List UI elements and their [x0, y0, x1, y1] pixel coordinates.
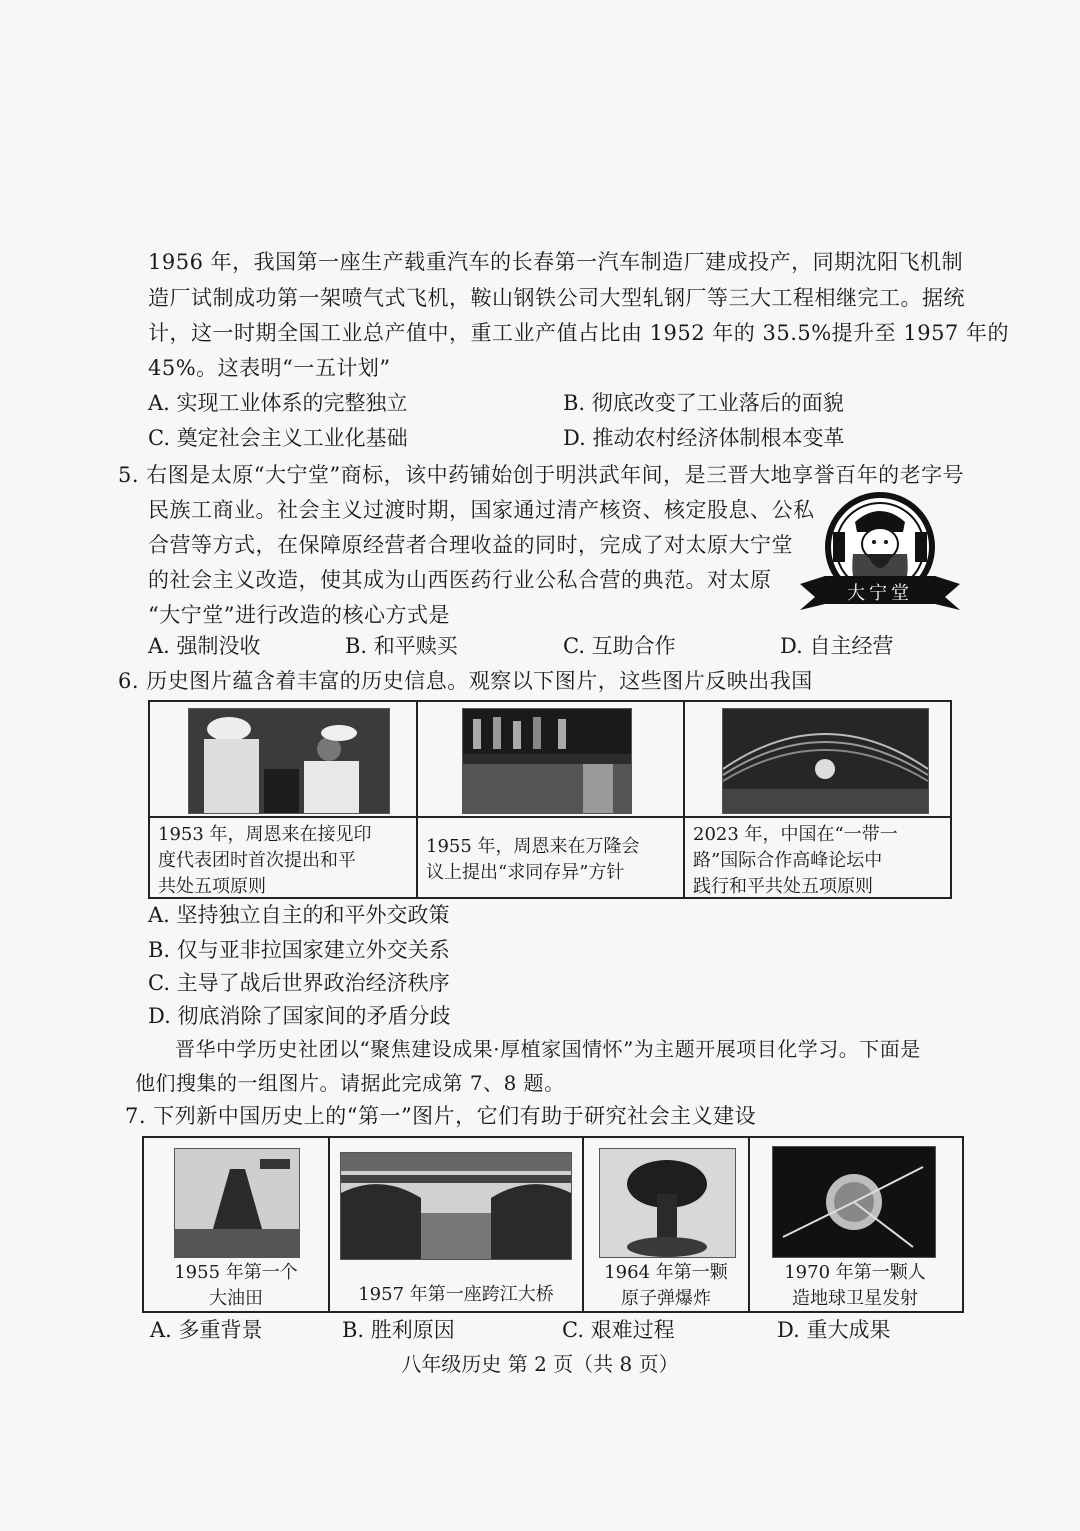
q7-caption-4: [750, 1258, 960, 1314]
q4-option-d: D. 推动农村经济体制根本变革: [563, 426, 845, 450]
q7-caption-1: [144, 1258, 328, 1314]
q7-option-a: A. 多重背景: [150, 1318, 263, 1342]
q7-option-c: C. 艰难过程: [562, 1318, 675, 1342]
q4-option-b: B. 彻底改变了工业落后的面貌: [563, 391, 844, 415]
q6-caption-2-line-2: 议上提出“求同存异”方针: [426, 862, 625, 883]
q6-stem: 6. 历史图片蕴含着丰富的历史信息。观察以下图片，这些图片反映出我国: [118, 669, 813, 693]
q7-caption-2-line-1: 1957 年第一座跨江大桥: [358, 1284, 554, 1305]
q6-option-c: C. 主导了战后世界政治经济秩序: [148, 971, 450, 995]
daningtang-logo: [795, 492, 965, 617]
q5-line-4: 的社会主义改造，使其成为山西医药行业公私合营的典范。对太原: [148, 568, 772, 592]
q6-image-table: [148, 700, 952, 899]
q6-caption-1: [150, 818, 416, 904]
q6-caption-1-line-1: 1953 年，周恩来在接见印: [158, 824, 372, 845]
q5-option-b: B. 和平赎买: [345, 634, 458, 658]
intro-7-8-line-1: 晋华中学历史社团以“聚焦建设成果·厚植家国情怀”为主题开展项目化学习。下面是: [175, 1037, 921, 1061]
photo-satellite-1970: [772, 1146, 936, 1258]
q6-caption-3-line-3: 践行和平共处五项原则: [693, 876, 873, 897]
q5-option-d: D. 自主经营: [780, 634, 894, 658]
q6-caption-2: [418, 830, 684, 890]
q7-caption-1-line-2: 大油田: [209, 1288, 263, 1309]
q4-line-4: 45%。这表明“一五计划”: [148, 356, 391, 380]
q6-option-a: A. 坚持独立自主的和平外交政策: [148, 903, 450, 927]
q5-option-c: C. 互助合作: [563, 634, 676, 658]
q7-caption-3-line-2: 原子弹爆炸: [621, 1288, 711, 1309]
q6-option-d: D. 彻底消除了国家间的矛盾分歧: [148, 1004, 451, 1028]
photo-zhou-enlai-1953: [188, 708, 390, 814]
q4-line-3: 计，这一时期全国工业总产值中，重工业产值占比由 1952 年的 35.5%提升至 1957 年的: [148, 321, 1009, 345]
q5-line-5: “大宁堂”进行改造的核心方式是: [148, 603, 450, 627]
q5-line-1: 5. 右图是太原“大宁堂”商标，该中药铺始创于明洪武年间，是三晋大地享誉百年的老字号: [118, 463, 965, 487]
q7-caption-4-line-2: 造地球卫星发射: [792, 1288, 918, 1309]
photo-bandung-1955: [462, 708, 632, 814]
photo-atomic-bomb-1964: [599, 1148, 736, 1258]
q7-option-b: B. 胜利原因: [342, 1318, 455, 1342]
q7-stem: 7. 下列新中国历史上的“第一”图片，它们有助于研究社会主义建设: [125, 1104, 757, 1128]
q7-option-d: D. 重大成果: [777, 1318, 891, 1342]
q4-line-2: 造厂试制成功第一架喷气式飞机，鞍山钢铁公司大型轧钢厂等三大工程相继完工。据统: [148, 286, 965, 310]
intro-7-8-line-2: 他们搜集的一组图片。请据此完成第 7、8 题。: [135, 1071, 565, 1095]
q7-caption-3: [584, 1258, 748, 1314]
q4-option-a: A. 实现工业体系的完整独立: [148, 391, 408, 415]
q7-caption-2: [330, 1280, 582, 1310]
q6-caption-3-line-1: 2023 年，中国在“一带一: [693, 824, 898, 845]
q7-caption-1-line-1: 1955 年第一个: [174, 1262, 298, 1283]
q6-caption-3-line-2: 路”国际合作高峰论坛中: [693, 850, 883, 871]
q5-line-3: 合营等方式，在保障原经营者合理收益的同时，完成了对太原大宁堂: [148, 533, 793, 557]
q6-caption-3: [685, 818, 951, 904]
q5-line-2: 民族工商业。社会主义过渡时期，国家通过清产核资、核定股息、公私: [148, 498, 815, 522]
page-footer: 八年级历史 第 2 页（共 8 页）: [401, 1352, 679, 1376]
q6-caption-1-line-3: 共处五项原则: [158, 876, 266, 897]
q6-caption-2-line-1: 1955 年，周恩来在万隆会: [426, 836, 640, 857]
photo-bridge-1957: [340, 1152, 572, 1260]
photo-oilfield-1955: [174, 1148, 300, 1258]
q4-line-1: 1956 年，我国第一座生产载重汽车的长春第一汽车制造厂建成投产，同期沈阳飞机制: [148, 250, 964, 274]
q5-option-a: A. 强制没收: [148, 634, 261, 658]
q7-caption-3-line-1: 1964 年第一颗: [604, 1262, 728, 1283]
photo-belt-road-2023: [722, 708, 929, 814]
q7-image-table: [142, 1136, 964, 1313]
q6-option-b: B. 仅与亚非拉国家建立外交关系: [148, 938, 450, 962]
logo-text: 大宁堂: [847, 583, 913, 604]
q4-option-c: C. 奠定社会主义工业化基础: [148, 426, 408, 450]
q6-caption-1-line-2: 度代表团时首次提出和平: [158, 850, 356, 871]
q7-caption-4-line-1: 1970 年第一颗人: [784, 1262, 926, 1283]
